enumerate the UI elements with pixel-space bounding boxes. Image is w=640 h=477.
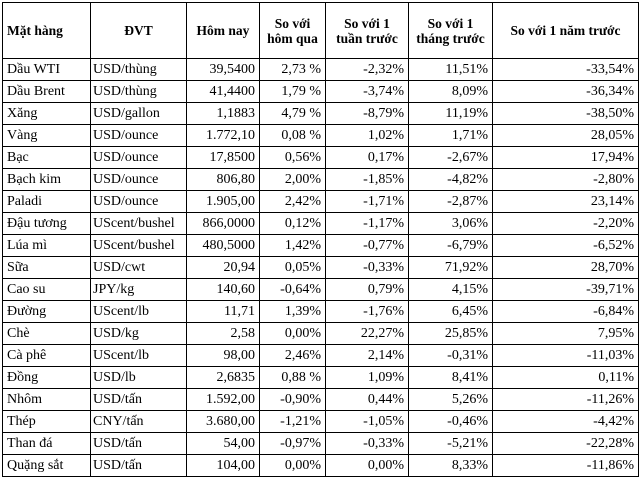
cell-unit: USD/cwt bbox=[91, 257, 187, 279]
cell-vs-week: -1,76% bbox=[326, 301, 409, 323]
cell-today: 98,00 bbox=[187, 345, 260, 367]
cell-vs-month: 8,33% bbox=[409, 455, 493, 477]
table-row bbox=[3, 345, 639, 367]
cell-vs-yesterday: 1,39% bbox=[260, 301, 326, 323]
cell-vs-yesterday: -0,64% bbox=[260, 279, 326, 301]
cell-vs-month: -4,82% bbox=[409, 169, 493, 191]
table-row bbox=[3, 279, 639, 301]
cell-vs-month: -2,67% bbox=[409, 147, 493, 169]
cell-unit: UScent/lb bbox=[91, 345, 187, 367]
cell-commodity: Thép bbox=[3, 411, 91, 433]
cell-today: 1.592,00 bbox=[187, 389, 260, 411]
cell-unit: USD/ounce bbox=[91, 147, 187, 169]
cell-vs-yesterday: 2,42% bbox=[260, 191, 326, 213]
cell-vs-week: -8,79% bbox=[326, 103, 409, 125]
cell-vs-year: 28,70% bbox=[493, 257, 639, 279]
cell-vs-yesterday: 0,00% bbox=[260, 455, 326, 477]
cell-vs-week: 0,79% bbox=[326, 279, 409, 301]
cell-commodity: Than đá bbox=[3, 433, 91, 455]
cell-vs-year: -33,54% bbox=[493, 59, 639, 81]
cell-vs-month: 4,15% bbox=[409, 279, 493, 301]
table-row bbox=[3, 103, 639, 125]
cell-today: 1.905,00 bbox=[187, 191, 260, 213]
table-row bbox=[3, 367, 639, 389]
cell-unit: USD/kg bbox=[91, 323, 187, 345]
cell-unit: USD/tấn bbox=[91, 433, 187, 455]
table-row bbox=[3, 191, 639, 213]
cell-unit: UScent/bushel bbox=[91, 235, 187, 257]
header-vs-yesterday: So với hôm qua bbox=[260, 3, 326, 59]
cell-vs-week: 0,44% bbox=[326, 389, 409, 411]
table-row bbox=[3, 411, 639, 433]
cell-today: 2,6835 bbox=[187, 367, 260, 389]
cell-vs-year: -2,20% bbox=[493, 213, 639, 235]
cell-vs-week: 22,27% bbox=[326, 323, 409, 345]
cell-commodity: Vàng bbox=[3, 125, 91, 147]
cell-vs-year: -4,42% bbox=[493, 411, 639, 433]
cell-vs-month: -2,87% bbox=[409, 191, 493, 213]
cell-vs-year: 7,95% bbox=[493, 323, 639, 345]
cell-vs-year: -6,84% bbox=[493, 301, 639, 323]
cell-vs-week: -1,17% bbox=[326, 213, 409, 235]
cell-commodity: Bạc bbox=[3, 147, 91, 169]
cell-commodity: Cao su bbox=[3, 279, 91, 301]
cell-vs-month: -0,31% bbox=[409, 345, 493, 367]
cell-unit: CNY/tấn bbox=[91, 411, 187, 433]
cell-vs-year: 17,94% bbox=[493, 147, 639, 169]
cell-unit: USD/lb bbox=[91, 367, 187, 389]
table-row bbox=[3, 81, 639, 103]
header-today: Hôm nay bbox=[187, 3, 260, 59]
cell-vs-week: 0,17% bbox=[326, 147, 409, 169]
cell-today: 140,60 bbox=[187, 279, 260, 301]
cell-vs-week: -0,33% bbox=[326, 433, 409, 455]
cell-unit: USD/gallon bbox=[91, 103, 187, 125]
cell-vs-yesterday: -0,97% bbox=[260, 433, 326, 455]
cell-unit: USD/ounce bbox=[91, 169, 187, 191]
cell-vs-yesterday: 1,79 % bbox=[260, 81, 326, 103]
cell-commodity: Nhôm bbox=[3, 389, 91, 411]
commodity-price-table-container bbox=[2, 2, 638, 473]
table-row bbox=[3, 433, 639, 455]
cell-vs-month: 1,71% bbox=[409, 125, 493, 147]
cell-vs-yesterday: 0,00% bbox=[260, 323, 326, 345]
table-row bbox=[3, 125, 639, 147]
table-row bbox=[3, 235, 639, 257]
cell-today: 2,58 bbox=[187, 323, 260, 345]
cell-unit: USD/thùng bbox=[91, 81, 187, 103]
table-row bbox=[3, 257, 639, 279]
cell-today: 54,00 bbox=[187, 433, 260, 455]
cell-vs-month: 11,51% bbox=[409, 59, 493, 81]
cell-vs-month: 25,85% bbox=[409, 323, 493, 345]
cell-today: 806,80 bbox=[187, 169, 260, 191]
cell-today: 1.772,10 bbox=[187, 125, 260, 147]
cell-vs-year: 0,11% bbox=[493, 367, 639, 389]
cell-today: 866,0000 bbox=[187, 213, 260, 235]
cell-unit: UScent/bushel bbox=[91, 213, 187, 235]
table-row bbox=[3, 301, 639, 323]
cell-vs-yesterday: -0,90% bbox=[260, 389, 326, 411]
table-row bbox=[3, 455, 639, 477]
table-row bbox=[3, 169, 639, 191]
cell-vs-month: -0,46% bbox=[409, 411, 493, 433]
header-row bbox=[3, 3, 639, 59]
cell-today: 17,8500 bbox=[187, 147, 260, 169]
header-vs-week: So với 1 tuần trước bbox=[326, 3, 409, 59]
cell-vs-year: -39,71% bbox=[493, 279, 639, 301]
cell-commodity: Chè bbox=[3, 323, 91, 345]
cell-vs-week: -0,77% bbox=[326, 235, 409, 257]
cell-commodity: Bạch kim bbox=[3, 169, 91, 191]
cell-today: 41,4400 bbox=[187, 81, 260, 103]
cell-vs-year: -6,52% bbox=[493, 235, 639, 257]
cell-unit: JPY/kg bbox=[91, 279, 187, 301]
cell-today: 480,5000 bbox=[187, 235, 260, 257]
cell-commodity: Cà phê bbox=[3, 345, 91, 367]
header-commodity: Mặt hàng bbox=[3, 3, 91, 59]
cell-commodity: Lúa mì bbox=[3, 235, 91, 257]
cell-vs-month: 8,09% bbox=[409, 81, 493, 103]
header-unit: ĐVT bbox=[91, 3, 187, 59]
cell-vs-year: -22,28% bbox=[493, 433, 639, 455]
cell-commodity: Dầu WTI bbox=[3, 59, 91, 81]
cell-vs-year: -36,34% bbox=[493, 81, 639, 103]
cell-vs-month: 5,26% bbox=[409, 389, 493, 411]
table-row bbox=[3, 323, 639, 345]
cell-vs-year: -11,26% bbox=[493, 389, 639, 411]
cell-unit: USD/ounce bbox=[91, 125, 187, 147]
cell-vs-yesterday: 2,00% bbox=[260, 169, 326, 191]
cell-commodity: Đường bbox=[3, 301, 91, 323]
cell-vs-month: 8,41% bbox=[409, 367, 493, 389]
cell-vs-yesterday: 4,79 % bbox=[260, 103, 326, 125]
cell-today: 3.680,00 bbox=[187, 411, 260, 433]
cell-vs-yesterday: 0,12% bbox=[260, 213, 326, 235]
cell-vs-year: 23,14% bbox=[493, 191, 639, 213]
cell-commodity: Dầu Brent bbox=[3, 81, 91, 103]
cell-vs-yesterday: 0,56% bbox=[260, 147, 326, 169]
cell-vs-year: 28,05% bbox=[493, 125, 639, 147]
cell-vs-yesterday: 0,08 % bbox=[260, 125, 326, 147]
cell-vs-week: 2,14% bbox=[326, 345, 409, 367]
cell-vs-month: -5,21% bbox=[409, 433, 493, 455]
cell-commodity: Sữa bbox=[3, 257, 91, 279]
cell-vs-year: -11,86% bbox=[493, 455, 639, 477]
cell-vs-year: -2,80% bbox=[493, 169, 639, 191]
header-vs-month: So với 1 tháng trước bbox=[409, 3, 493, 59]
cell-vs-week: 0,00% bbox=[326, 455, 409, 477]
cell-commodity: Quặng sắt bbox=[3, 455, 91, 477]
cell-today: 39,5400 bbox=[187, 59, 260, 81]
cell-commodity: Paladi bbox=[3, 191, 91, 213]
cell-vs-month: 11,19% bbox=[409, 103, 493, 125]
cell-vs-year: -11,03% bbox=[493, 345, 639, 367]
header-vs-year: So với 1 năm trước bbox=[493, 3, 639, 59]
cell-vs-week: -1,71% bbox=[326, 191, 409, 213]
table-row bbox=[3, 213, 639, 235]
cell-today: 1,1883 bbox=[187, 103, 260, 125]
cell-vs-yesterday: 1,42% bbox=[260, 235, 326, 257]
table-row bbox=[3, 59, 639, 81]
cell-unit: USD/ounce bbox=[91, 191, 187, 213]
cell-vs-month: 3,06% bbox=[409, 213, 493, 235]
cell-commodity: Đồng bbox=[3, 367, 91, 389]
table-row bbox=[3, 147, 639, 169]
cell-vs-yesterday: 2,46% bbox=[260, 345, 326, 367]
cell-vs-yesterday: -1,21% bbox=[260, 411, 326, 433]
cell-vs-yesterday: 0,05% bbox=[260, 257, 326, 279]
cell-unit: USD/thùng bbox=[91, 59, 187, 81]
cell-unit: USD/tấn bbox=[91, 455, 187, 477]
cell-vs-month: -6,79% bbox=[409, 235, 493, 257]
cell-vs-week: -3,74% bbox=[326, 81, 409, 103]
cell-today: 11,71 bbox=[187, 301, 260, 323]
table-row bbox=[3, 389, 639, 411]
cell-vs-week: -0,33% bbox=[326, 257, 409, 279]
cell-today: 104,00 bbox=[187, 455, 260, 477]
cell-vs-week: -2,32% bbox=[326, 59, 409, 81]
cell-vs-yesterday: 0,88 % bbox=[260, 367, 326, 389]
cell-vs-month: 6,45% bbox=[409, 301, 493, 323]
cell-vs-month: 71,92% bbox=[409, 257, 493, 279]
cell-today: 20,94 bbox=[187, 257, 260, 279]
table-body bbox=[3, 59, 639, 477]
cell-vs-week: 1,02% bbox=[326, 125, 409, 147]
cell-unit: USD/tấn bbox=[91, 389, 187, 411]
cell-commodity: Xăng bbox=[3, 103, 91, 125]
cell-vs-week: -1,05% bbox=[326, 411, 409, 433]
cell-vs-year: -38,50% bbox=[493, 103, 639, 125]
cell-commodity: Đậu tương bbox=[3, 213, 91, 235]
commodity-price-table bbox=[2, 2, 639, 477]
cell-vs-week: 1,09% bbox=[326, 367, 409, 389]
cell-vs-week: -1,85% bbox=[326, 169, 409, 191]
cell-unit: UScent/lb bbox=[91, 301, 187, 323]
cell-vs-yesterday: 2,73 % bbox=[260, 59, 326, 81]
